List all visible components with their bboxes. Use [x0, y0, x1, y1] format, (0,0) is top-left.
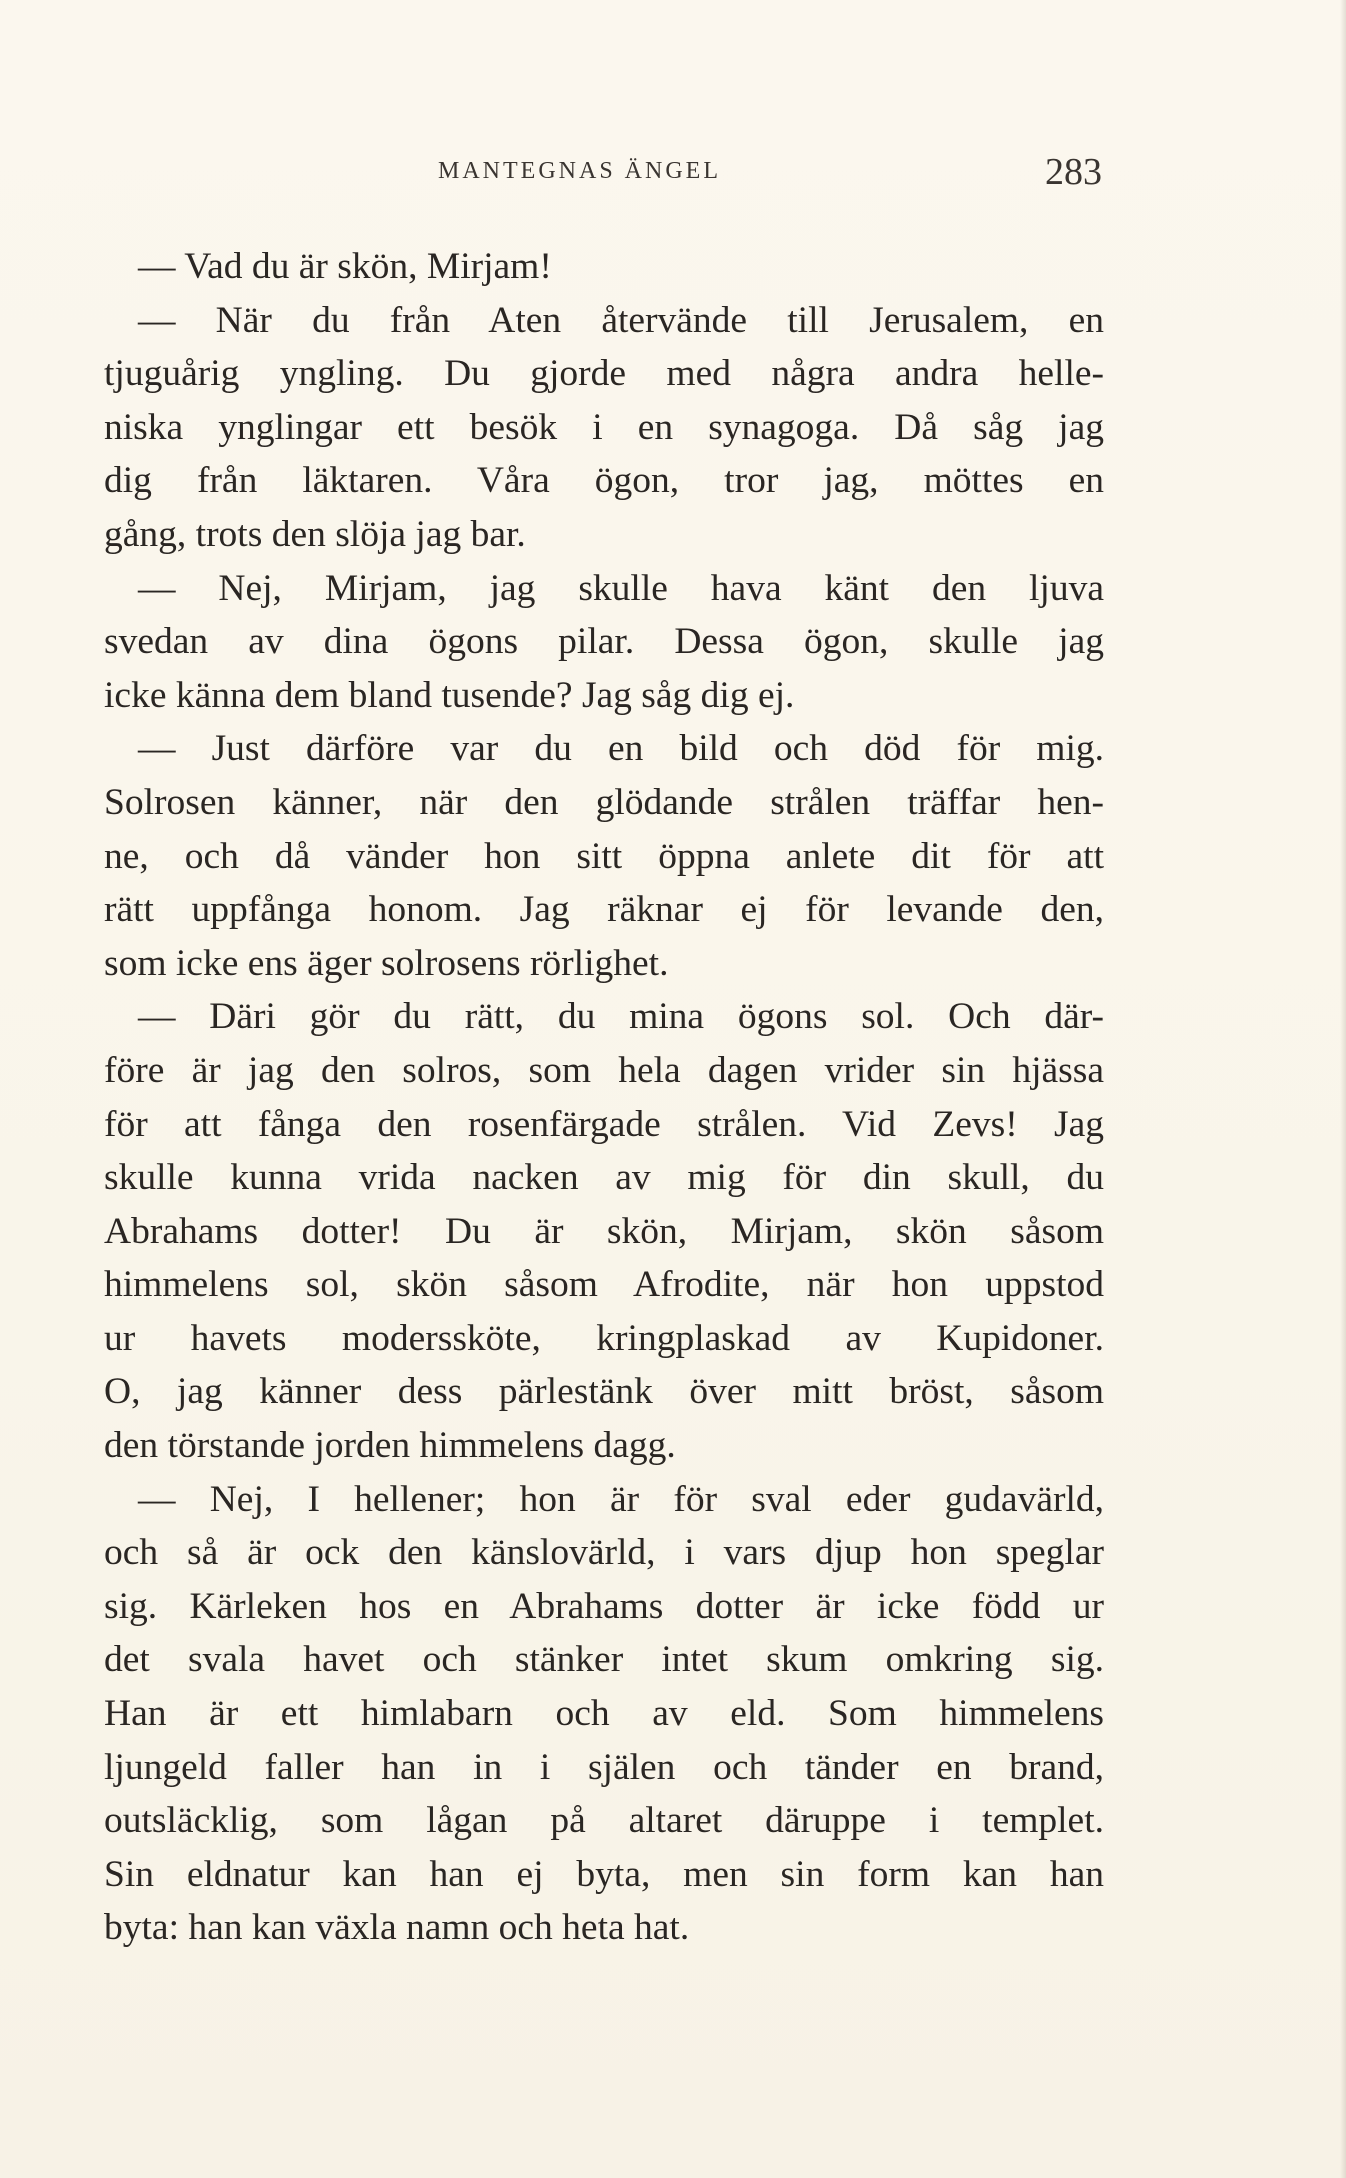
text-line: det svala havet och stänker intet skum omkring sig.: [104, 1639, 1104, 1681]
page-edge-shadow: [1340, 0, 1346, 2178]
text-line: O, jag känner dess pärlestänk över mitt bröst, såsom: [104, 1371, 1104, 1413]
text-line: outsläcklig, som lågan på altaret däruppe i templet.: [104, 1800, 1104, 1842]
text-line: — Nej, Mirjam, jag skulle hava känt den ljuva: [138, 567, 1104, 609]
text-line: tjuguårig yngling. Du gjorde med några andra helle-: [104, 353, 1104, 395]
text-line: ljungeld faller han in i själen och tänder en brand,: [104, 1746, 1104, 1788]
text-line: ne, och då vänder hon sitt öppna anlete dit för att: [104, 835, 1104, 877]
text-line: Abrahams dotter! Du är skön, Mirjam, skön såsom: [104, 1210, 1104, 1252]
text-line: niska ynglingar ett besök i en synagoga. Då såg jag: [104, 406, 1104, 448]
text-line: Solrosen känner, när den glödande strålen träffar hen-: [104, 781, 1104, 823]
text-line: sig. Kärleken hos en Abrahams dotter är icke född ur: [104, 1585, 1104, 1627]
text-line: som icke ens äger solrosens rörlighet.: [104, 942, 669, 984]
text-line: — Vad du är skön, Mirjam!: [138, 246, 552, 287]
text-line: före är jag den solros, som hela dagen vrider sin hjässa: [104, 1049, 1104, 1091]
text-line: och så är ock den känslovärld, i vars djup hon speglar: [104, 1532, 1104, 1574]
text-line: skulle kunna vrida nacken av mig för din skull, du: [104, 1157, 1104, 1199]
text-line: den törstande jorden himmelens dagg.: [104, 1425, 676, 1467]
text-line: icke känna dem bland tusende? Jag såg dig ej.: [104, 674, 795, 716]
page-number: 283: [1045, 151, 1102, 193]
running-title: MANTEGNAS ÄNGEL: [438, 158, 721, 184]
text-line: byta: han kan växla namn och heta hat.: [104, 1907, 690, 1949]
body-text: [104, 240, 1104, 1955]
text-line: Sin eldnatur kan han ej byta, men sin form kan han: [104, 1853, 1104, 1895]
text-line: för att fånga den rosenfärgade strålen. Vid Zevs! Jag: [104, 1103, 1104, 1145]
text-line: — När du från Aten återvände till Jerusalem, en: [138, 299, 1104, 341]
text-line: — Nej, I hellener; hon är för sval eder gudavärld,: [138, 1478, 1104, 1520]
text-line: — Däri gör du rätt, du mina ögons sol. Och där-: [138, 996, 1104, 1038]
text-line: gång, trots den slöja jag bar.: [104, 513, 526, 555]
text-line: rätt uppfånga honom. Jag räknar ej för levande den,: [104, 889, 1104, 931]
text-line: dig från läktaren. Våra ögon, tror jag, möttes en: [104, 460, 1104, 502]
text-line: — Just därföre var du en bild och död för mig.: [138, 728, 1104, 770]
text-line: svedan av dina ögons pilar. Dessa ögon, skulle jag: [104, 621, 1104, 663]
text-line: Han är ett himlabarn och av eld. Som himmelens: [104, 1693, 1104, 1735]
page-header: [100, 150, 1100, 200]
text-line: himmelens sol, skön såsom Afrodite, när hon uppstod: [104, 1264, 1104, 1306]
text-line: ur havets moderssköte, kringplaskad av Kupidoner.: [104, 1317, 1104, 1359]
